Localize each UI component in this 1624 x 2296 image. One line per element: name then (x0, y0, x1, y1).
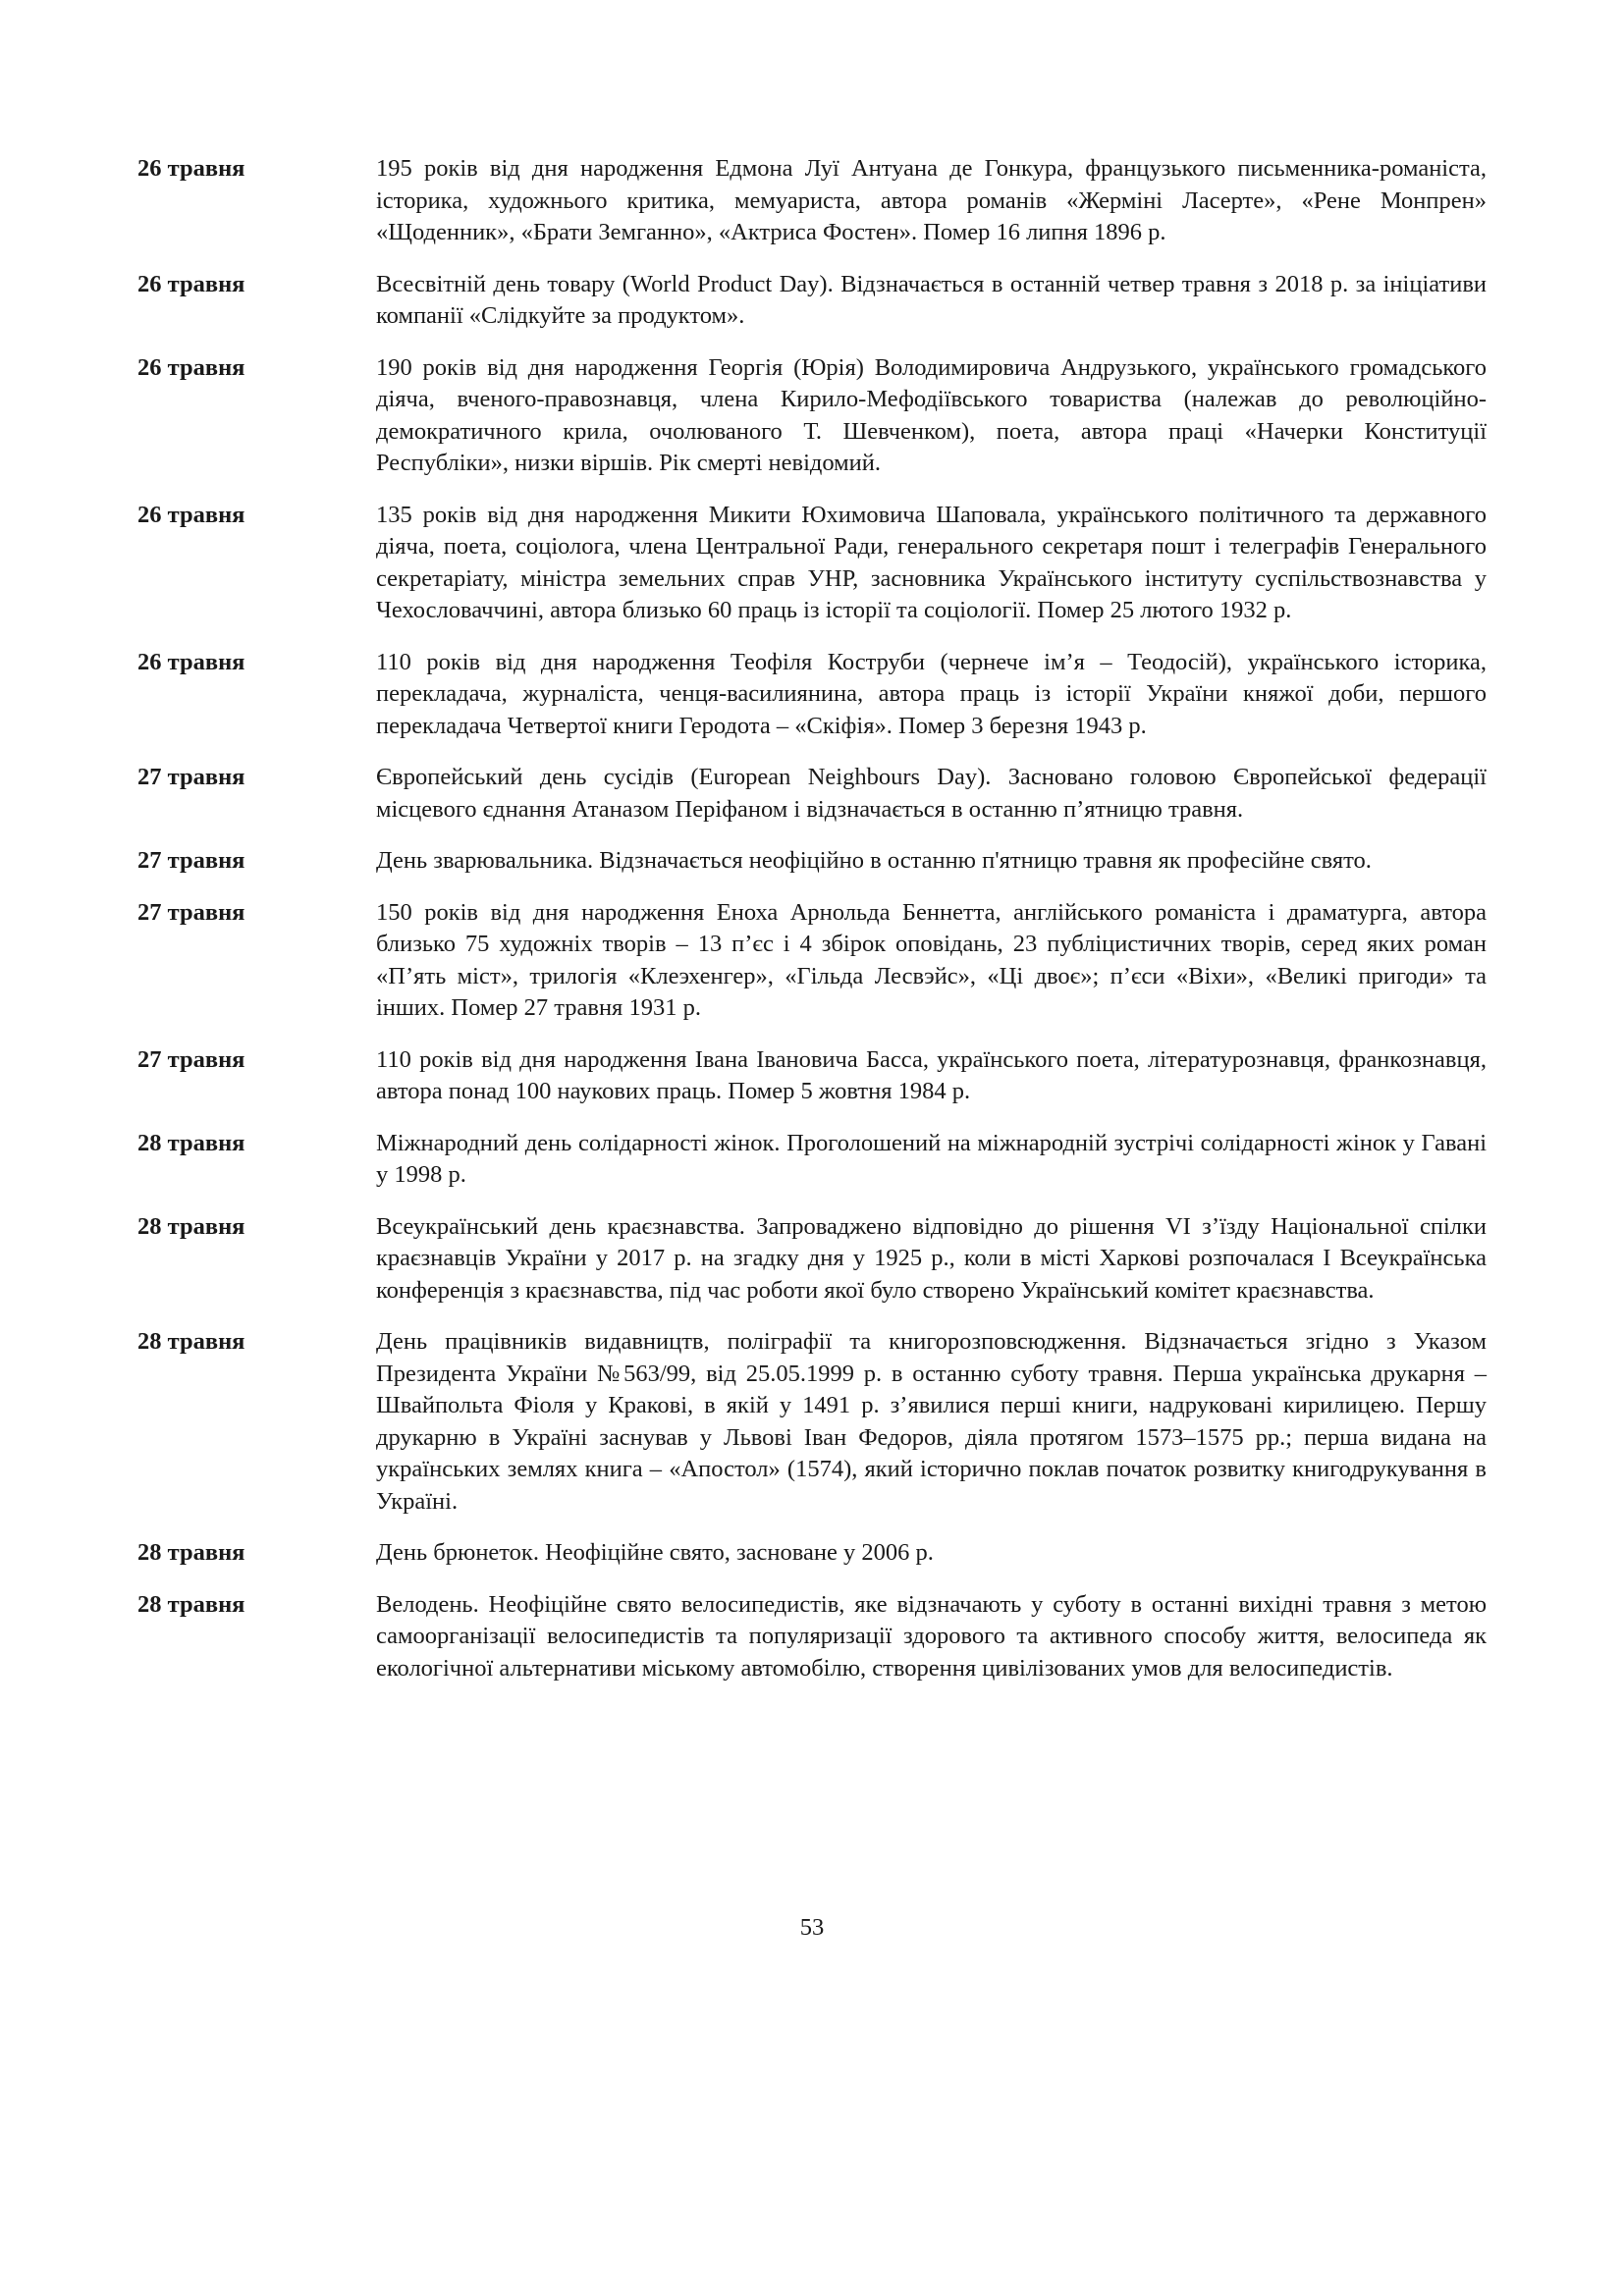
entry-text: 135 років від дня народження Микити Юхимовича Шаповала, українського політичного та державного діяча, поета, соціолога, члена Центральної Ради, генерального секретаря пошт і телеграфів Генерального секретаріату, міністра земельних справ УНР, засновника Українського інституту суспільствознавства у Чехословаччині, автора близько 60 праць із історії та соціології. Помер 25 лютого 1932 р. (376, 501, 1487, 623)
entry-text: Європейський день сусідів (European Neighbours Day). Засновано головою Європейської федерації місцевого єднання Атаназом Періфаном і відзначається в останню п’ятницю травня. (376, 764, 1487, 823)
entry-date: 26 травня (137, 648, 245, 675)
calendar-entry (137, 352, 1487, 480)
entry-text: Всесвітній день товару (World Product Day). Відзначається в останній четвер травня з 2018 р. за ініціативи компанії «Слідкуйте за продуктом». (376, 270, 1487, 329)
calendar-entry (137, 500, 1487, 627)
calendar-entry (137, 153, 1487, 249)
entry-date: 26 травня (137, 270, 245, 297)
entry-date: 28 травня (137, 1539, 245, 1566)
entry-date: 26 травня (137, 501, 245, 528)
calendar-entry (137, 897, 1487, 1025)
entry-date: 27 травня (137, 1045, 245, 1073)
entry-date: 28 травня (137, 1328, 245, 1355)
calendar-list (137, 153, 1487, 1704)
calendar-entry (137, 1211, 1487, 1308)
entry-date: 26 травня (137, 353, 245, 381)
entry-text: Велодень. Неофіційне свято велосипедистів, яке відзначають у суботу в останні вихідні травня з метою самоорганізації велосипедистів та популяризації здорового та активного способу життя, велосипеда як екологічної альтернативи міському автомобілю, створення цивілізованих умов для велосипедистів. (376, 1590, 1487, 1682)
entry-text: 110 років від дня народження Теофіля Коструби (чернече ім’я – Теодосій), українського історика, перекладача, журналіста, ченця-василиянина, автора праць із історії України княжої доби, першого перекладача Четвертої книги Геродота – «Скіфія». Помер 3 березня 1943 р. (376, 648, 1487, 739)
page-number: 53 (799, 1914, 825, 1941)
entry-date: 28 травня (137, 1212, 245, 1240)
entry-text: День брюнеток. Неофіційне свято, засноване у 2006 р. (376, 1539, 934, 1566)
entry-text: Міжнародний день солідарності жінок. Проголошений на міжнародній зустрічі солідарності жінок у Гавані у 1998 р. (376, 1129, 1487, 1188)
entry-text: День працівників видавництв, поліграфії та книгорозповсюдження. Відзначається згідно з Указом Президента України №563/99, від 25.05.1999 р. в останню суботу травня. Перша українська друкарня – Швайпольта Фіоля у Кракові, в якій у 1491 р. з’явилися перші книги, надруковані кирилицею. Першу друкарню в Україні заснував у Львові Іван Федоров, діяла протягом 1573–1575 рр.; перша видана на українських землях книга – «Апостол» (1574), який історично поклав початок розвитку книгодрукування в Україні. (376, 1328, 1487, 1515)
entry-text: 195 років від дня народження Едмона Луї Антуана де Гонкура, французького письменника-романіста, історика, художнього критика, мемуариста, автора романів «Жерміні Ласерте», «Рене Монпрен» «Щоденник», «Брати Земганно», «Актриса Фостен». Помер 16 липня 1896 р. (376, 155, 1487, 245)
calendar-entry (137, 1128, 1487, 1192)
calendar-entry (137, 1589, 1487, 1685)
entry-date: 28 травня (137, 1590, 245, 1618)
calendar-entry (137, 647, 1487, 743)
entry-text: Всеукраїнський день краєзнавства. Запроваджено відповідно до рішення VI з’їзду Національної спілки краєзнавців України у 2017 р. на згадку дня у 1925 р., коли в місті Харкові розпочалася І Всеукраїнська конференція з краєзнавства, під час роботи якої було створено Український комітет краєзнавства. (376, 1212, 1487, 1304)
calendar-entry (137, 1326, 1487, 1518)
entry-date: 27 травня (137, 847, 245, 874)
entry-text: День зварювальника. Відзначається неофіційно в останню п'ятницю травня як професійне свято. (376, 847, 1372, 874)
calendar-entry (137, 1537, 1487, 1570)
entry-date: 27 травня (137, 898, 245, 926)
entry-date: 28 травня (137, 1129, 245, 1156)
entry-text: 190 років від дня народження Георгія (Юрія) Володимировича Андрузького, українського громадського діяча, вченого-правознавця, члена Кирило-Мефодіївського товариства (належав до революційно-демократичного крила, очолюваного Т. Шевченком), поета, автора праці «Начерки Конституції Республіки», низки віршів. Рік смерті невідомий. (376, 353, 1487, 476)
calendar-entry (137, 762, 1487, 826)
entry-date: 26 травня (137, 155, 245, 182)
entry-text: 110 років від дня народження Івана Івановича Басса, українського поета, літературознавця, франкознавця, автора понад 100 наукових праць. Помер 5 жовтня 1984 р. (376, 1045, 1487, 1104)
calendar-entry (137, 1044, 1487, 1108)
entry-date: 27 травня (137, 764, 245, 790)
calendar-entry (137, 845, 1487, 878)
entry-text: 150 років від дня народження Еноха Арнольда Беннетта, англійського романіста і драматурга, автора близько 75 художніх творів – 13 п’єс і 4 збірок оповідань, 23 публіцистичних творів, серед яких роман «П’ять міст», трилогія «Клеэхенгер», «Гільда Лесвэйс», «Ці двоє»; п’єси «Віхи», «Великі пригоди» та інших. Помер 27 травня 1931 р. (376, 898, 1487, 1021)
calendar-entry (137, 269, 1487, 333)
